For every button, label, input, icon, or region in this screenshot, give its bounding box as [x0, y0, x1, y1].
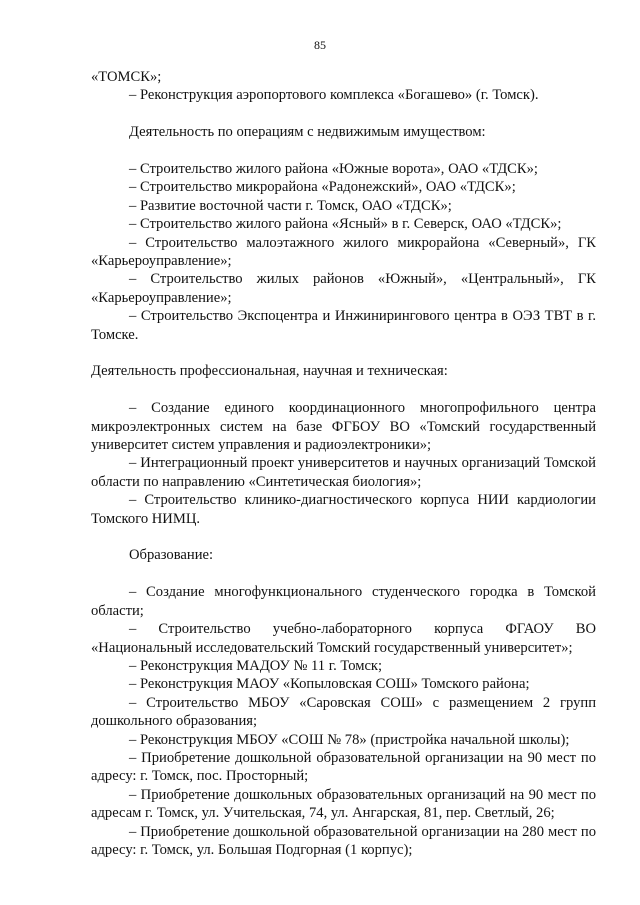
list-item: – Развитие восточной части г. Томск, ОАО «ТДСК»; — [129, 197, 452, 214]
list-item: – Приобретение дошкольной образовательной организации на 90 мест по адресу: г. Томск, пос. Просторный; — [91, 749, 596, 785]
list-item: – Интеграционный проект университетов и научных организаций Томской области по направлению «Синтетическая биология»; — [91, 455, 596, 490]
list-item: – Реконструкция МБОУ «СОШ № 78» (пристройка начальной школы); — [129, 731, 570, 748]
list-item: – Строительство микрорайона «Радонежский», ОАО «ТДСК»; — [129, 179, 516, 196]
list-item: – Реконструкция аэропортового комплекса «Богашево» (г. Томск). — [129, 87, 539, 104]
list-item: – Строительство жилого района «Южные ворота», ОАО «ТДСК»; — [129, 161, 538, 177]
list-item: – Строительство Экспоцентра и Инжинирингового центра в ОЭЗ ТВТ в г. Томске. — [91, 308, 596, 343]
list-item: – Строительство учебно-лабораторного корпуса ФГАОУ ВО «Национальный исследовательский Томский государственный университет»; — [91, 621, 596, 656]
list-item: – Создание многофункционального студенческого городка в Томской области; — [91, 584, 596, 619]
section-heading: Деятельность профессиональная, научная и техническая: — [91, 363, 448, 380]
page-number: 85 — [314, 38, 326, 52]
list-item: – Строительство клинико-диагностического корпуса НИИ кардиологии Томского НИМЦ. — [91, 492, 596, 527]
list-item: – Строительство жилого района «Ясный» в г. Северск, ОАО «ТДСК»; — [129, 216, 562, 233]
list-item: – Реконструкция МАОУ «Копыловская СОШ» Томского района; — [129, 676, 530, 693]
page-content — [91, 68, 596, 859]
list-item: – Строительство жилых районов «Южный», «Центральный», ГК «Карьероуправление»; — [91, 271, 596, 306]
list-item: – Реконструкция МАДОУ № 11 г. Томск; — [129, 657, 383, 674]
section-heading: Деятельность по операциям с недвижимым имуществом: — [129, 124, 486, 141]
list-item: – Строительство малоэтажного жилого микрорайона «Северный», ГК «Карьероуправление»; — [91, 234, 596, 270]
list-item: – Строительство МБОУ «Саровская СОШ» с размещением 2 групп дошкольного образования; — [91, 694, 596, 730]
list-item: – Приобретение дошкольной образовательной организации на 280 мест по адресу: г. Томск, ул. Большая Подгорная (1 корпус); — [91, 823, 596, 858]
list-item: – Создание единого координационного многопрофильного центра микроэлектронных систем на базе ФГБОУ ВО «Томский государственный университет систем управления и радиоэлектроники»; — [91, 400, 596, 454]
section-heading: Образование: — [129, 547, 214, 564]
list-item: – Приобретение дошкольных образовательных организаций на 90 мест по адресам г. Томск, ул. Учительская, 74, ул. Ангарская, 81, пер. Светлый, 26; — [91, 786, 596, 822]
list-item: «ТОМСК»; — [91, 69, 162, 85]
